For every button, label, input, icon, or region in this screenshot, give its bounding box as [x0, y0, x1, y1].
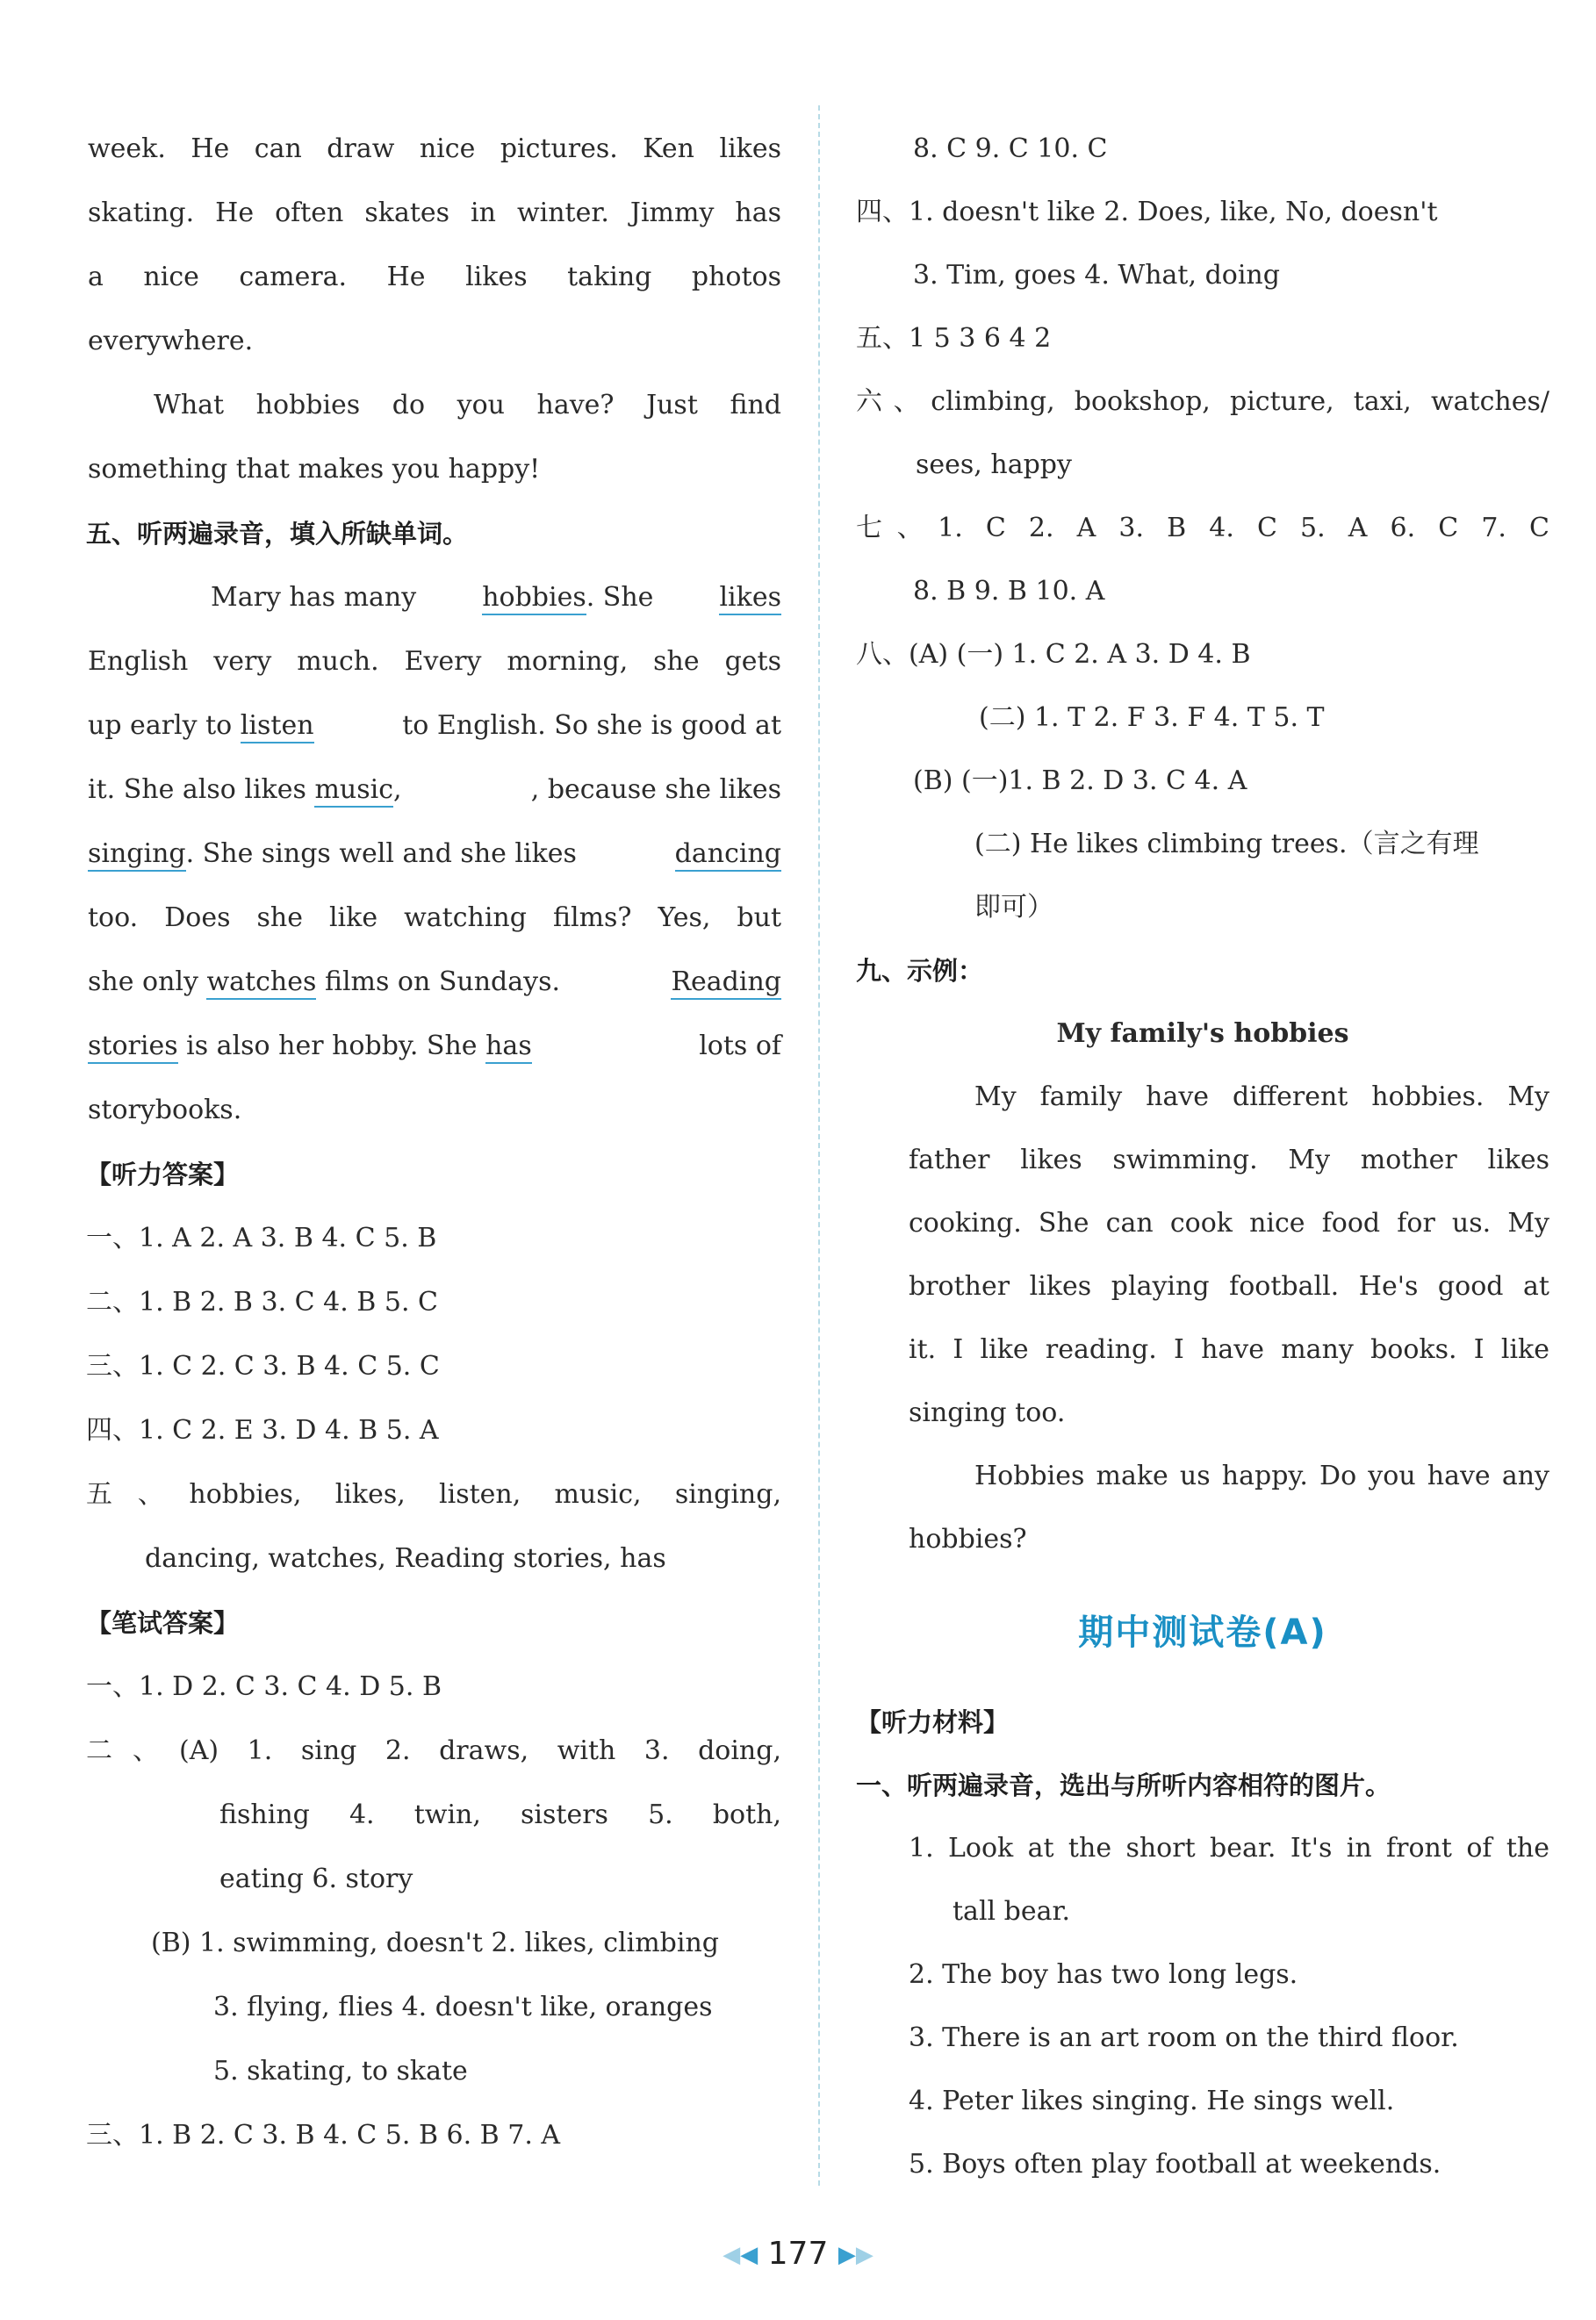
q5-line: it. She also likes music, , because she likes [88, 772, 781, 808]
page-number: 177 [767, 2236, 829, 2272]
passage-line: week. He can draw nice pictures. Ken likes [88, 133, 781, 164]
passage-line: a nice camera. He likes taking photos [88, 262, 781, 292]
essay-line: My family have different hobbies. My [974, 1081, 1549, 1112]
answer-line: 七、1. C 2. A 3. B 4. C 5. A 6. C 7. C [856, 513, 1549, 543]
prev-arrow-light-icon: ◀ [723, 2242, 741, 2268]
answer-line: dancing, watches, Reading stories, has [145, 1543, 666, 1574]
written-answers-heading: 【笔试答案】 [86, 1608, 240, 1638]
blank-answer: likes [719, 580, 781, 615]
next-arrow-light-icon: ▶ [855, 2242, 873, 2268]
listening-answers-heading: 【听力答案】 [86, 1160, 240, 1189]
q5-line: up early to listen to English. So she is good at [88, 708, 781, 743]
answer-line: 8. C 9. C 10. C [913, 133, 1108, 164]
blank-answer: watches [206, 966, 316, 1000]
blank-answer: has [485, 1031, 532, 1064]
essay-line: Hobbies make us happy. Do you have any [974, 1461, 1549, 1491]
prev-arrow-icon: ◀ [740, 2242, 758, 2268]
answer-line: 四、1. doesn't like 2. Does, like, No, doesn't [856, 197, 1438, 227]
listening-material-heading: 【听力材料】 [856, 1707, 1010, 1737]
answer-line: 8. B 9. B 10. A [913, 576, 1105, 607]
answer-line: sees, happy [916, 449, 1072, 480]
q1-item: 5. Boys often play football at weekends. [909, 2149, 1441, 2180]
answer-line: 四、1. C 2. E 3. D 4. B 5. A [86, 1415, 439, 1446]
q1-item: 3. There is an art room on the third floor. [909, 2022, 1459, 2053]
answer-line: 一、1. A 2. A 3. B 4. C 5. B [86, 1223, 437, 1253]
blank-answer: Reading [671, 965, 781, 1000]
answer-line: 五、hobbies, likes, listen, music, singing, [86, 1479, 781, 1510]
q9-heading: 九、示例： [856, 956, 984, 986]
answer-line: 六、climbing, bookshop, picture, taxi, watches/ [856, 386, 1549, 417]
q1-item: tall bear. [953, 1896, 1071, 1927]
essay-line: singing too. [909, 1397, 1066, 1428]
q5-line: too. Does she like watching films? Yes, but [88, 902, 781, 933]
answer-line: 八、(A) (一) 1. C 2. A 3. D 4. B [856, 639, 1251, 670]
essay-line: father likes swimming. My mother likes [909, 1145, 1549, 1175]
q5-line: she only watches films on Sundays. Reading [88, 965, 781, 1000]
q1-heading: 一、听两遍录音，选出与所听内容相符的图片。 [856, 1771, 1391, 1800]
q1-item: 4. Peter likes singing. He sings well. [909, 2086, 1395, 2116]
essay-line: hobbies? [909, 1524, 1027, 1555]
answer-line: 三、1. B 2. C 3. B 4. C 5. B 6. B 7. A [86, 2120, 561, 2151]
passage-line: skating. He often skates in winter. Jimmy has [88, 198, 781, 228]
column-divider [818, 105, 820, 2186]
answer-line: 五、1 5 3 6 4 2 [856, 323, 1052, 354]
essay-line: brother likes playing football. He's good at [909, 1271, 1549, 1302]
blank-answer: stories [88, 1031, 178, 1064]
answer-line: (B) (一)1. B 2. D 3. C 4. A [913, 765, 1247, 796]
q5-line: English very much. Every morning, she gets [88, 646, 781, 677]
q1-item: 1. Look at the short bear. It's in front of the [909, 1833, 1549, 1864]
blank-answer: listen [241, 710, 314, 743]
answer-line: eating 6. story [219, 1864, 413, 1894]
essay-line: cooking. She can cook nice food for us. My [909, 1208, 1549, 1239]
answer-line: fishing 4. twin, sisters 5. both, [219, 1799, 781, 1830]
answer-line: 3. flying, flies 4. doesn't like, oranges [213, 1992, 713, 2022]
q5-line: storybooks. [88, 1095, 242, 1125]
q1-item: 2. The boy has two long legs. [909, 1959, 1298, 1990]
section-title: 期中测试卷(A) [1078, 1613, 1327, 1653]
essay-line: it. I like reading. I have many books. I like [909, 1334, 1549, 1365]
passage-line: What hobbies do you have? Just find [154, 390, 781, 420]
answer-line: 一、1. D 2. C 3. C 4. D 5. B [86, 1671, 442, 1702]
answer-line: (二) 1. T 2. F 3. F 4. T 5. T [979, 702, 1325, 733]
page-footer [0, 2236, 1596, 2272]
q5-line: singing. She sings well and she likes dancing [88, 837, 781, 872]
answer-line: 二、(A) 1. sing 2. draws, with 3. doing, [86, 1735, 781, 1766]
passage-line: everywhere. [88, 326, 254, 356]
passage-line: something that makes you happy! [88, 454, 541, 485]
q5-line: Mary has many hobbies. She likes [211, 580, 781, 615]
next-arrow-icon: ▶ [838, 2242, 856, 2268]
answer-line: 三、1. C 2. C 3. B 4. C 5. C [86, 1351, 440, 1382]
blank-answer: singing [88, 838, 186, 872]
q5-line: stories is also her hobby. She has lots of [88, 1029, 781, 1064]
q5-heading: 五、听两遍录音，填入所缺单词。 [86, 519, 469, 549]
essay-title: My family's hobbies [1056, 1018, 1349, 1049]
blank-answer: hobbies [482, 582, 586, 615]
answer-line: 3. Tim, goes 4. What, doing [913, 260, 1280, 291]
answer-line: 即可） [974, 892, 1053, 923]
blank-answer: dancing [675, 837, 781, 872]
answer-line: (B) 1. swimming, doesn't 2. likes, climbing [151, 1928, 719, 1958]
blank-answer: music [314, 774, 393, 808]
answer-line: 5. skating, to skate [213, 2056, 468, 2087]
answer-line: (二) He likes climbing trees.（言之有理 [974, 829, 1479, 859]
answer-line: 二、1. B 2. B 3. C 4. B 5. C [86, 1287, 438, 1318]
